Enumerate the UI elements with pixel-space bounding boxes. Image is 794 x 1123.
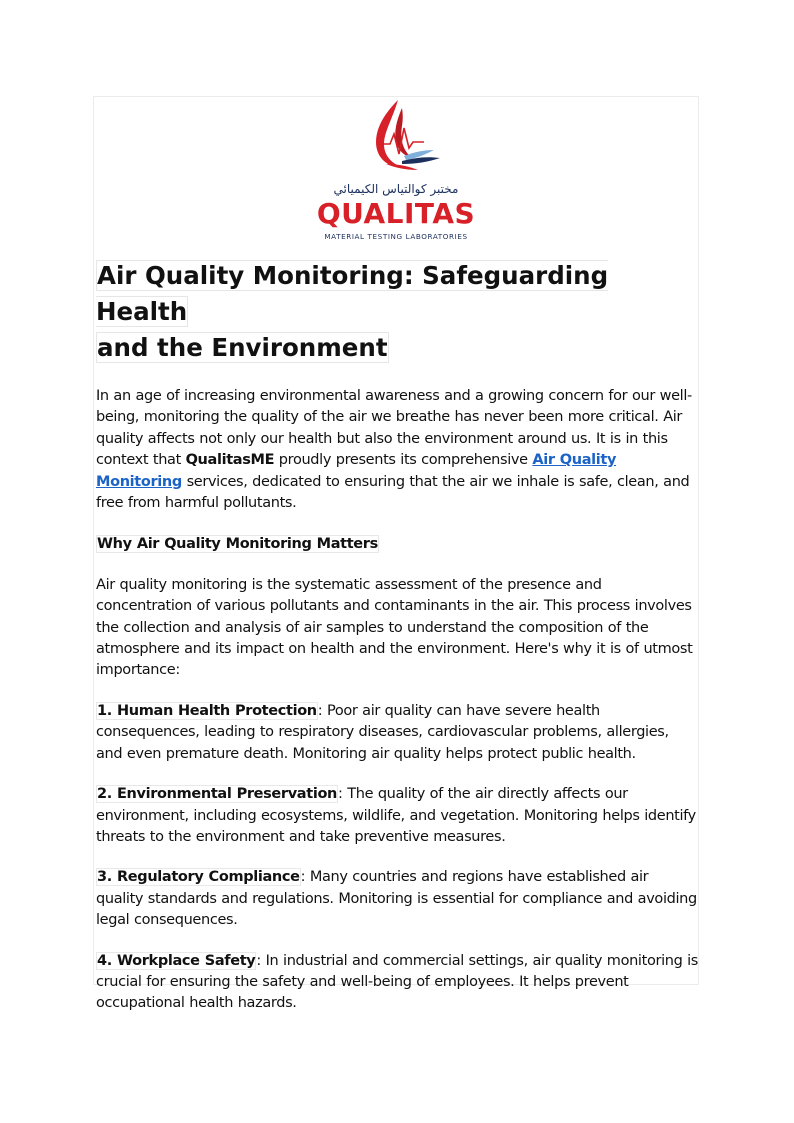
intro-text-start: In an age of increasing environmental awareness and a growing concern for our well-being, monitoring the quality of the air we breathe has never been more critical. Air quality affects not only our health but also the environment around us. It is in this context that bbox=[96, 388, 692, 469]
point-label: 1. Human Health Protection bbox=[97, 702, 317, 719]
intro-text-middle: proudly presents its comprehensive bbox=[274, 452, 533, 469]
section-heading-text: Why Air Quality Monitoring Matters bbox=[97, 536, 378, 553]
point-regulatory-compliance bbox=[96, 867, 698, 931]
logo-graphic bbox=[306, 98, 486, 243]
point-workplace-safety bbox=[96, 951, 698, 1015]
article-content bbox=[96, 258, 698, 1015]
point-environmental-preservation bbox=[96, 784, 698, 848]
section-heading bbox=[96, 534, 698, 555]
title-line-1: Air Quality Monitoring: Safeguarding Health bbox=[96, 261, 609, 326]
qualitas-logo bbox=[306, 98, 486, 243]
air-quality-monitoring-link[interactable]: Air Quality Monitoring bbox=[96, 452, 617, 490]
point-label: 2. Environmental Preservation bbox=[97, 786, 338, 803]
point-text: : In industrial and commercial settings, air quality monitoring is crucial for ensuring the safety and well-being of employees. It helps prevent occupational health hazards. bbox=[96, 952, 698, 1012]
brand-name: QualitasME bbox=[185, 452, 275, 469]
point-label: 4. Workplace Safety bbox=[97, 952, 256, 969]
intro-text-end: services, dedicated to ensuring that the air we inhale is safe, clean, and free from harmful pollutants. bbox=[96, 473, 690, 512]
logo-arabic-name: مختبر كوالتياس الكيميائي bbox=[333, 182, 459, 196]
logo-tagline: MATERIAL TESTING LABORATORIES bbox=[324, 232, 468, 241]
point-label: 3. Regulatory Compliance bbox=[97, 869, 300, 886]
logo-brand-text: QUALITAS bbox=[316, 197, 476, 230]
title-line-2: and the Environment bbox=[97, 333, 388, 362]
section-body: Air quality monitoring is the systematic assessment of the presence and concentration of various pollutants and contaminants in the air. This process involves the collection and analysis of air samples to understand the composition of the atmosphere and its impact on health and the environment. Here's why it is of utmost importance: bbox=[96, 576, 693, 679]
point-text: : Many countries and regions have established air quality standards and regulations. Monitoring is essential for compliance and avoiding legal consequences. bbox=[96, 869, 697, 929]
point-text: : Poor air quality can have severe health consequences, leading to respiratory diseases, cardiovascular problems, allergies, and even premature death. Monitoring air quality helps protect public health. bbox=[96, 702, 669, 762]
point-text: : The quality of the air directly affects our environment, including ecosystems, wildlife, and vegetation. Monitoring helps identify threats to the environment and take preventive measures. bbox=[96, 786, 696, 845]
intro-paragraph bbox=[96, 386, 698, 514]
point-human-health bbox=[96, 701, 698, 765]
article-title bbox=[96, 258, 698, 366]
